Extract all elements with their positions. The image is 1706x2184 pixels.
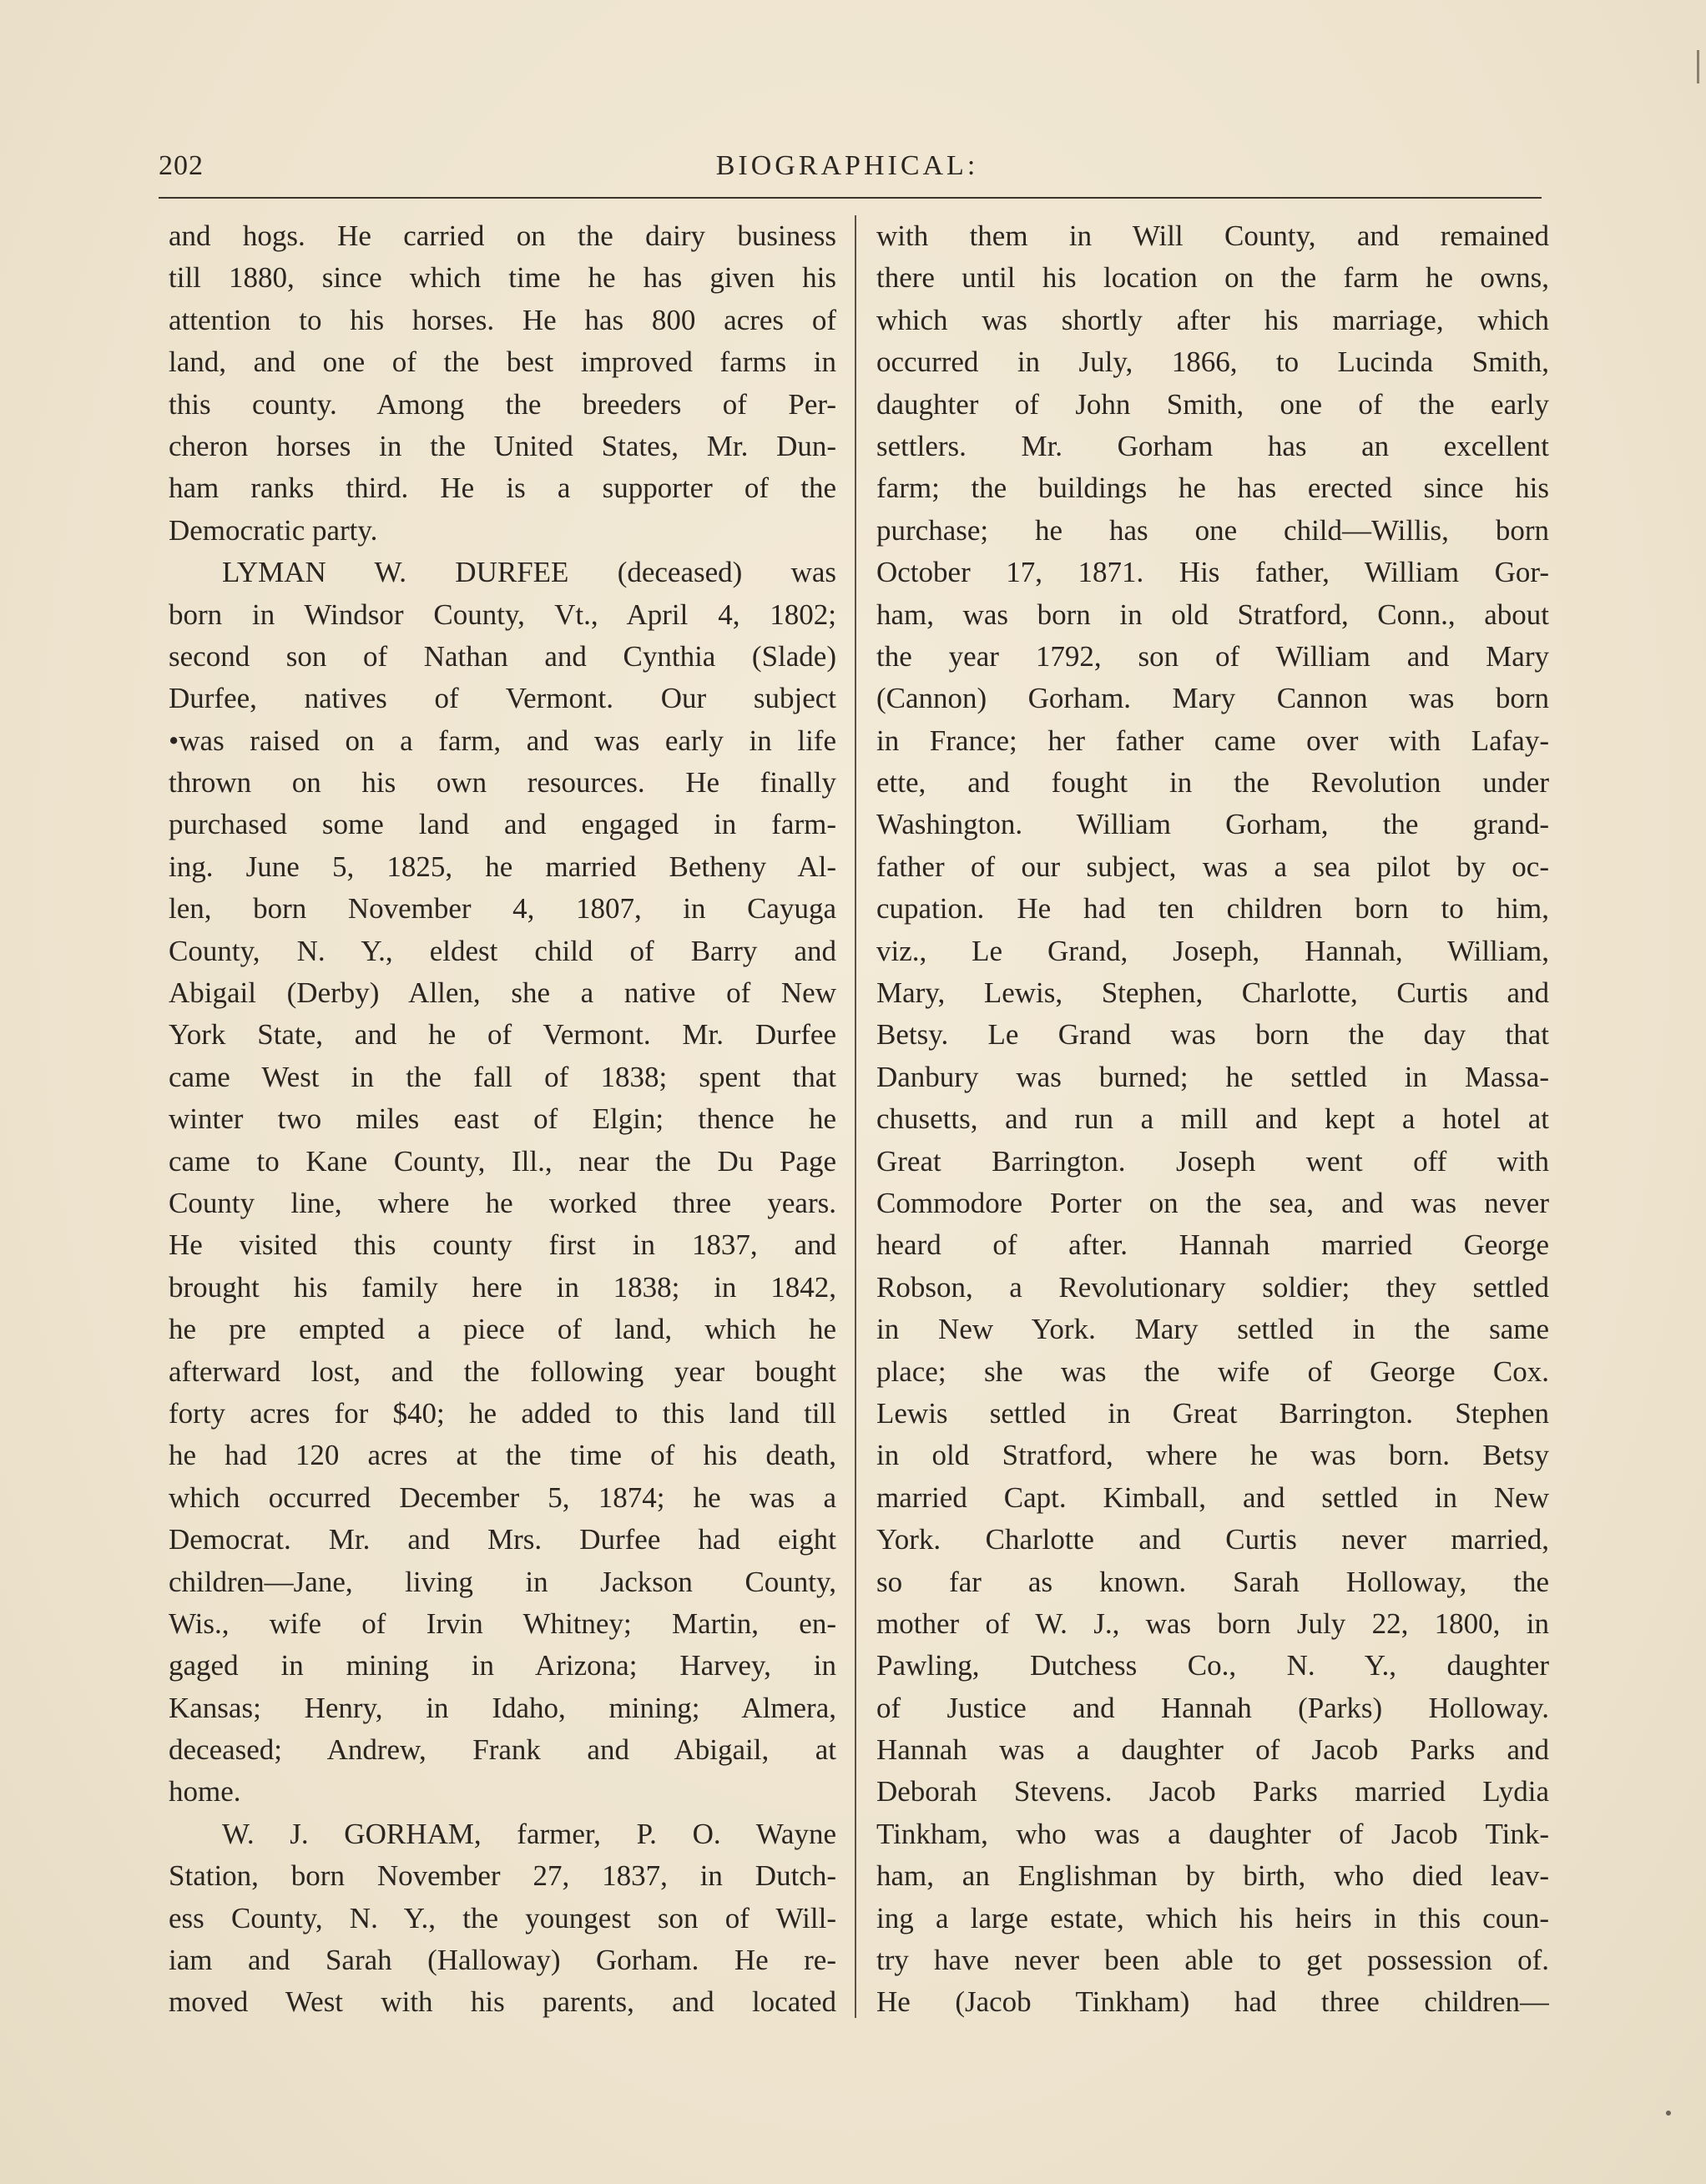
- text-line: County, N. Y., eldest child of Barry and: [169, 934, 836, 967]
- text-line: len, born November 4, 1807, in Cayuga: [169, 892, 836, 926]
- text-line: Democratic party.: [169, 513, 378, 547]
- text-line: home.: [169, 1775, 241, 1808]
- text-line: he had 120 acres at the time of his death,: [169, 1439, 836, 1472]
- text-line: there until his location on the farm he owns,: [876, 261, 1549, 295]
- text-line: iam and Sarah (Halloway) Gorham. He re-: [169, 1944, 836, 1977]
- text-line: daughter of John Smith, one of the early: [876, 387, 1549, 421]
- left-column: [169, 215, 836, 2024]
- right-column: [876, 215, 1549, 2024]
- text-line: ham ranks third. He is a supporter of the: [169, 472, 836, 505]
- text-line: ess County, N. Y., the youngest son of Will-: [169, 1901, 836, 1934]
- text-line: Mary, Lewis, Stephen, Charlotte, Curtis and: [876, 976, 1549, 1010]
- text-line: thrown on his own resources. He finally: [169, 766, 836, 799]
- text-line: York. Charlotte and Curtis never married,: [876, 1523, 1549, 1556]
- text-line: Wis., wife of Irvin Whitney; Martin, en-: [169, 1606, 836, 1640]
- text-line: Washington. William Gorham, the grand-: [876, 808, 1549, 841]
- text-line: in France; her father came over with Lafay-: [876, 724, 1549, 757]
- text-line: Great Barrington. Joseph went off with: [876, 1144, 1549, 1178]
- text-line: Station, born November 27, 1837, in Dutch-: [169, 1859, 836, 1893]
- text-line: occurred in July, 1866, to Lucinda Smith,: [876, 346, 1549, 379]
- text-line: chusetts, and run a mill and kept a hotel at: [876, 1102, 1549, 1136]
- text-line: and hogs. He carried on the dairy business: [169, 219, 836, 252]
- text-line: he pre empted a piece of land, which he: [169, 1313, 836, 1346]
- text-line: winter two miles east of Elgin; thence he: [169, 1102, 836, 1136]
- text-line: York State, and he of Vermont. Mr. Durfee: [169, 1018, 836, 1052]
- text-line: October 17, 1871. His father, William Gor-: [876, 556, 1549, 589]
- text-line: married Capt. Kimball, and settled in New: [876, 1480, 1549, 1514]
- text-line: viz., Le Grand, Joseph, Hannah, William,: [876, 934, 1549, 967]
- text-line: Tinkham, who was a daughter of Jacob Tink-: [876, 1817, 1549, 1850]
- text-line: He (Jacob Tinkham) had three children—: [876, 1985, 1549, 2019]
- text-line: He visited this county first in 1837, and: [169, 1228, 836, 1262]
- text-line: Hannah was a daughter of Jacob Parks and: [876, 1733, 1549, 1767]
- text-line: farm; the buildings he has erected since his: [876, 472, 1549, 505]
- text-line: deceased; Andrew, Frank and Abigail, at: [169, 1733, 836, 1767]
- page-header: [159, 144, 1536, 194]
- column-divider: [855, 215, 856, 2018]
- text-line: mother of W. J., was born July 22, 1800, in: [876, 1606, 1549, 1640]
- page-number: 202: [159, 150, 204, 181]
- text-line: Lewis settled in Great Barrington. Stephen: [876, 1396, 1549, 1430]
- text-line: Democrat. Mr. and Mrs. Durfee had eight: [169, 1523, 836, 1556]
- text-line: settlers. Mr. Gorham has an excellent: [876, 429, 1549, 462]
- text-line: afterward lost, and the following year bought: [169, 1354, 836, 1388]
- text-line: cupation. He had ten children born to him,: [876, 892, 1549, 926]
- text-line: Abigail (Derby) Allen, she a native of New: [169, 976, 836, 1010]
- text-line: Commodore Porter on the sea, and was never: [876, 1186, 1549, 1219]
- running-head: BIOGRAPHICAL:: [715, 150, 979, 181]
- text-line: Betsy. Le Grand was born the day that: [876, 1018, 1549, 1052]
- text-line: place; she was the wife of George Cox.: [876, 1354, 1549, 1388]
- text-line: ham, an Englishman by birth, who died leav-: [876, 1859, 1549, 1893]
- text-line: (Cannon) Gorham. Mary Cannon was born: [876, 682, 1549, 715]
- text-line: of Justice and Hannah (Parks) Holloway.: [876, 1691, 1549, 1724]
- text-line: ing a large estate, which his heirs in this coun-: [876, 1901, 1549, 1934]
- text-line: born in Windsor County, Vt., April 4, 1802;: [169, 598, 836, 631]
- text-line: the year 1792, son of William and Mary: [876, 639, 1549, 673]
- text-line: Danbury was burned; he settled in Massa-: [876, 1060, 1549, 1093]
- text-line: attention to his horses. He has 800 acres of: [169, 303, 836, 336]
- text-line: so far as known. Sarah Holloway, the: [876, 1565, 1549, 1598]
- text-line: ham, was born in old Stratford, Conn., about: [876, 598, 1549, 631]
- text-line: ette, and fought in the Revolution under: [876, 766, 1549, 799]
- text-line: purchase; he has one child—Willis, born: [876, 513, 1549, 547]
- text-line: land, and one of the best improved farms in: [169, 346, 836, 379]
- text-line: in New York. Mary settled in the same: [876, 1313, 1549, 1346]
- text-line: father of our subject, was a sea pilot by oc-: [876, 850, 1549, 883]
- text-line: came West in the fall of 1838; spent that: [169, 1060, 836, 1093]
- text-line: County line, where he worked three years.: [169, 1186, 836, 1219]
- text-line: children—Jane, living in Jackson County,: [169, 1565, 836, 1598]
- paper-speck: [1666, 2111, 1671, 2116]
- text-line: ing. June 5, 1825, he married Betheny Al-: [169, 850, 836, 883]
- text-line: till 1880, since which time he has given his: [169, 261, 836, 295]
- text-line: forty acres for $40; he added to this land till: [169, 1396, 836, 1430]
- text-line: second son of Nathan and Cynthia (Slade): [169, 639, 836, 673]
- text-line: •was raised on a farm, and was early in life: [169, 724, 836, 757]
- text-line: Robson, a Revolutionary soldier; they settled: [876, 1270, 1549, 1304]
- text-line: this county. Among the breeders of Per-: [169, 387, 836, 421]
- text-line: in old Stratford, where he was born. Betsy: [876, 1439, 1549, 1472]
- text-line: LYMAN W. DURFEE (deceased) was: [222, 556, 836, 589]
- text-line: Deborah Stevens. Jacob Parks married Lydia: [876, 1775, 1549, 1808]
- header-rule: [159, 197, 1542, 199]
- text-line: try have never been able to get possession of.: [876, 1944, 1549, 1977]
- text-line: Kansas; Henry, in Idaho, mining; Almera,: [169, 1691, 836, 1724]
- text-line: gaged in mining in Arizona; Harvey, in: [169, 1649, 836, 1682]
- text-line: brought his family here in 1838; in 1842,: [169, 1270, 836, 1304]
- text-line: which was shortly after his marriage, which: [876, 303, 1549, 336]
- text-line: which occurred December 5, 1874; he was a: [169, 1480, 836, 1514]
- text-line: moved West with his parents, and located: [169, 1985, 836, 2019]
- text-line: came to Kane County, Ill., near the Du Page: [169, 1144, 836, 1178]
- text-line: cheron horses in the United States, Mr. Dun-: [169, 429, 836, 462]
- text-line: Pawling, Dutchess Co., N. Y., daughter: [876, 1649, 1549, 1682]
- edge-mark: [1697, 50, 1699, 83]
- text-line: heard of after. Hannah married George: [876, 1228, 1549, 1262]
- text-line: with them in Will County, and remained: [876, 219, 1549, 252]
- text-line: Durfee, natives of Vermont. Our subject: [169, 682, 836, 715]
- text-line: W. J. GORHAM, farmer, P. O. Wayne: [222, 1817, 836, 1850]
- text-line: purchased some land and engaged in farm-: [169, 808, 836, 841]
